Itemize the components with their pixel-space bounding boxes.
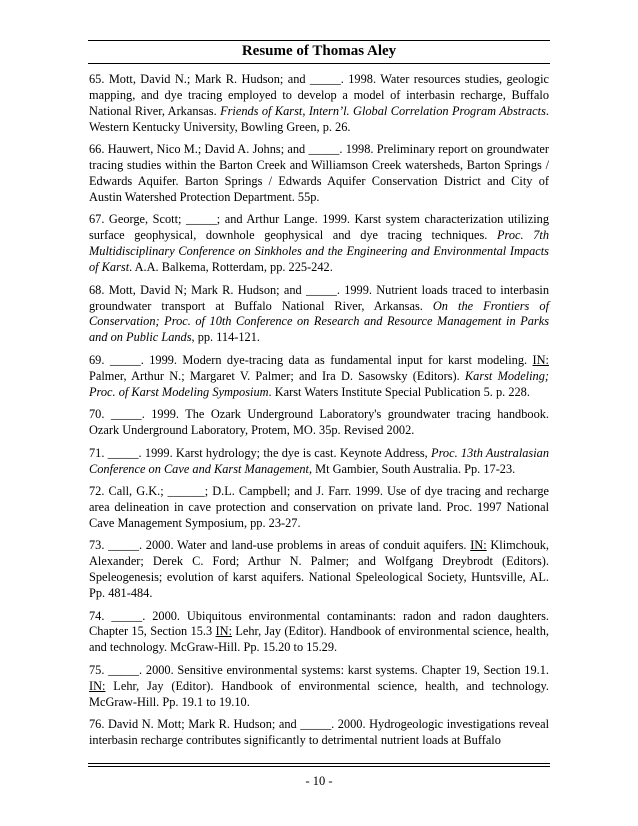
publication-entry-76: 76. David N. Mott; Mark R. Hudson; and _____. 2000. Hydrogeologic investigations reveal interbasin recharge contributes significantly to detrimental nutrient loads at Buffalo — [89, 717, 549, 748]
page-title: Resume of Thomas Aley — [241, 43, 397, 59]
page-number: - 10 - — [305, 774, 333, 788]
publication-entry-73: 73. _____. 2000. Water and land-use problems in areas of conduit aquifers. IN: Klimchouk, Alexander; Derek C. Ford; Arthur N. Palmer; and Wolfgang Dreybrodt (Editors). Speleogenesis; evolution of karst aquifers. National Speleological Society, Huntsville, AL. Pp. 481-484. — [89, 538, 550, 601]
publication-entry-67: 67. George, Scott; _____; and Arthur Lange. 1999. Karst system characterization utilizing surface geophysical, downhole geophysical and dye tracing techniques. Proc. 7th Multidisciplinary Conference on Sinkholes and the Engineering and Environmental Impacts of Karst. A.A. Balkema, Rotterdam, pp. 225-242. — [89, 212, 550, 275]
publication-entry-74: 74. _____. 2000. Ubiquitous environmental contaminants: radon and radon daughters. Chapter 15, Section 15.3 IN: Lehr, Jay (Editor). Handbook of environmental science, health, and technology. McGraw-Hill. Pp. 15.20 to 15.29. — [89, 608, 549, 655]
publication-entry-68: 68. Mott, David N; Mark R. Hudson; and _____. 1999. Nutrient loads traced to interbasin groundwater transport at Buffalo National River, Arkansas. On the Frontiers of Conservation; Proc. of 10th Conference on Research and Resource Management in Parks and on Public Lands, pp. 114-121. — [89, 282, 549, 345]
publication-entry-75: 75. _____. 2000. Sensitive environmental systems: karst systems. Chapter 19, Section 19.1. IN: Lehr, Jay (Editor). Handbook of environmental science, health, and technology. McGraw-Hill. Pp. 19.1 to 19.10. — [89, 662, 549, 709]
publication-entry-71: 71. _____. 1999. Karst hydrology; the dye is cast. Keynote Address, Proc. 13th Australasian Conference on Cave and Karst Management, Mt Gambier, South Australia. Pp. 17-23. — [89, 445, 549, 476]
publication-entry-66: 66. Hauwert, Nico M.; David A. Johns; and _____. 1998. Preliminary report on groundwater tracing studies within the Barton Creek and Williamson Creek watersheds, Barton Springs / Edwards Aquifer. Barton Springs / Edwards Aquifer Conservation District and City of Austin Watershed Protection Department. 55p. — [89, 142, 549, 204]
header-rule-top — [88, 40, 550, 41]
footer-rule-top — [88, 763, 550, 764]
footer-rule-bottom — [88, 766, 550, 767]
publication-list — [89, 72, 549, 756]
publication-entry-70: 70. _____. 1999. The Ozark Underground Laboratory's groundwater tracing handbook. Ozark Underground Laboratory, Protem, MO. 35p. Revised 2002. — [89, 407, 549, 438]
publication-entry-69: 69. _____. 1999. Modern dye-tracing data as fundamental input for karst modeling. IN: Palmer, Arthur N.; Margaret V. Palmer; and Ira D. Sasowsky (Editors). Karst Modeling; Proc. of Karst Modeling Symposium. Karst Waters Institute Special Publication 5. p. 228. — [89, 352, 549, 399]
publication-entry-65: 65. Mott, David N.; Mark R. Hudson; and _____. 1998. Water resources studies, geologic mapping, and dye tracing employed to develop a model of interbasin recharge, Buffalo National River, Arkansas. Friends of Karst, Intern’l. Global Correlation Program Abstracts. Western Kentucky University, Bowling Green, p. 26. — [89, 72, 549, 134]
publication-entry-72: 72. Call, G.K.; ______; D.L. Campbell; and J. Farr. 1999. Use of dye tracing and recharge area delineation in cave protection and conservation on private land. Proc. 1997 National Cave Management Symposium, pp. 23-27. — [89, 484, 549, 530]
header-rule-bottom — [88, 63, 550, 64]
